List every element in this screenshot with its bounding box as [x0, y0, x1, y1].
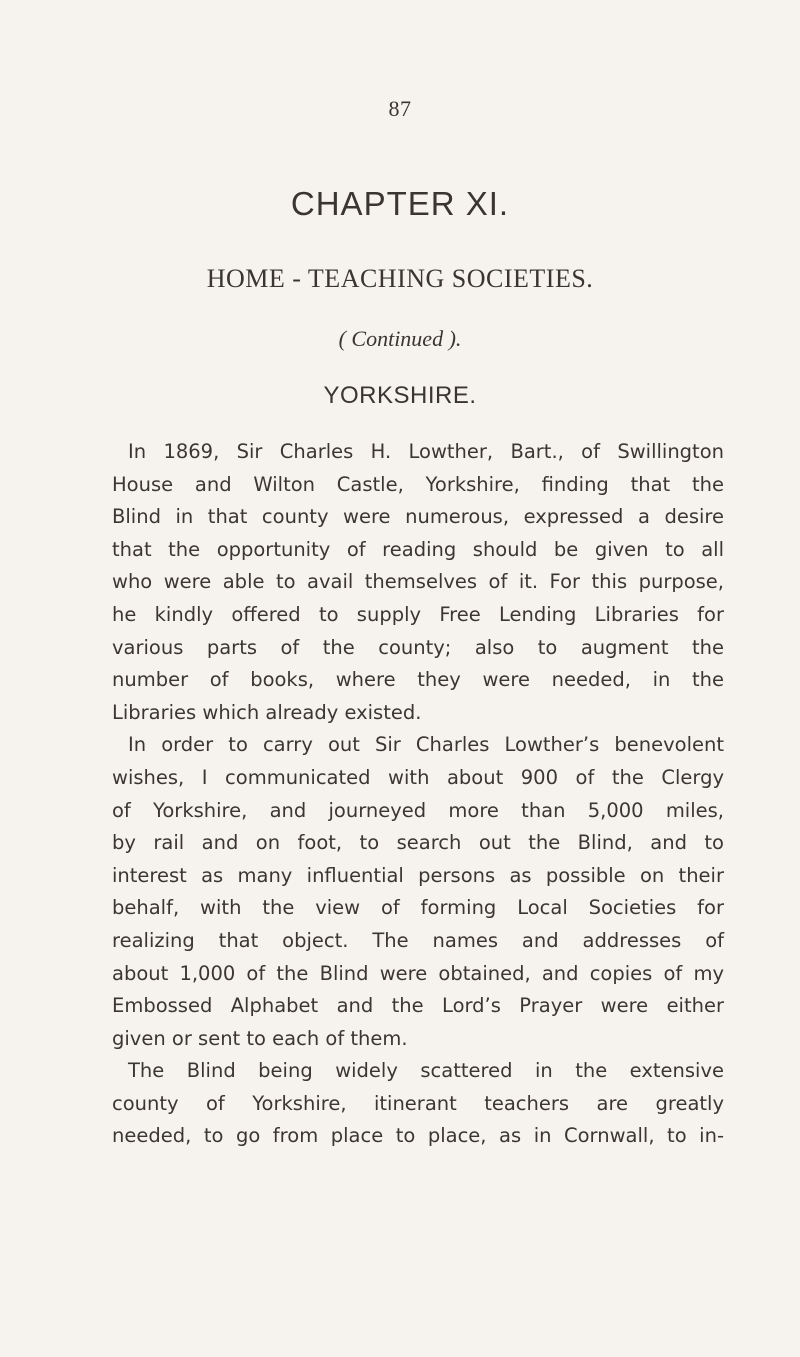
- text-line: House and Wilton Castle, Yorkshire, finding that the: [112, 472, 724, 496]
- paragraph-2: [112, 729, 724, 1055]
- paragraph-3: [112, 1055, 724, 1153]
- text-line: county of Yorkshire, itinerant teachers are greatly: [112, 1091, 724, 1115]
- paragraph-1: [112, 436, 724, 729]
- chapter-title: CHAPTER XI.: [290, 185, 510, 222]
- text-line: Libraries which already existed.: [112, 700, 422, 724]
- text-line: about 1,000 of the Blind were obtained, and copies of my: [112, 961, 724, 985]
- text-line: In order to carry out Sir Charles Lowther’s benevolent: [128, 733, 724, 757]
- text-line: Embossed Alphabet and the Lord’s Prayer were either: [112, 994, 724, 1018]
- page-number: 87: [388, 96, 412, 121]
- text-line: In 1869, Sir Charles H. Lowther, Bart., of Swillington: [128, 440, 724, 463]
- text-line: of Yorkshire, and journeyed more than 5,000 miles,: [112, 798, 724, 822]
- text-line: given or sent to each of them.: [112, 1026, 408, 1050]
- text-line: various parts of the county; also to augment the: [112, 635, 724, 659]
- text-line: needed, to go from place to place, as in Cornwall, to in-: [112, 1124, 724, 1148]
- text-line: he kindly offered to supply Free Lending Libraries for: [112, 602, 724, 626]
- text-line: that the opportunity of reading should be given to all: [112, 537, 724, 561]
- text-line: behalf, with the view of forming Local Societies for: [112, 896, 724, 920]
- section-title: HOME - TEACHING SOCIETIES.: [206, 264, 594, 293]
- continued-note: ( Continued ).: [338, 326, 462, 351]
- text-line: interest as many influential persons as possible on their: [112, 863, 724, 887]
- text-line: number of books, where they were needed, in the: [112, 668, 724, 692]
- text-line: realizing that object. The names and addresses of: [112, 928, 724, 952]
- text-line: Blind in that county were numerous, expressed a desire: [112, 505, 724, 529]
- text-line: The Blind being widely scattered in the extensive: [128, 1059, 724, 1083]
- text-line: who were able to avail themselves of it. For this purpose,: [112, 570, 724, 594]
- text-line: wishes, I communicated with about 900 of the Clergy: [112, 765, 724, 789]
- body-text: [112, 436, 724, 1153]
- text-line: by rail and on foot, to search out the Blind, and to: [112, 831, 724, 855]
- region-title: YORKSHIRE.: [323, 382, 477, 409]
